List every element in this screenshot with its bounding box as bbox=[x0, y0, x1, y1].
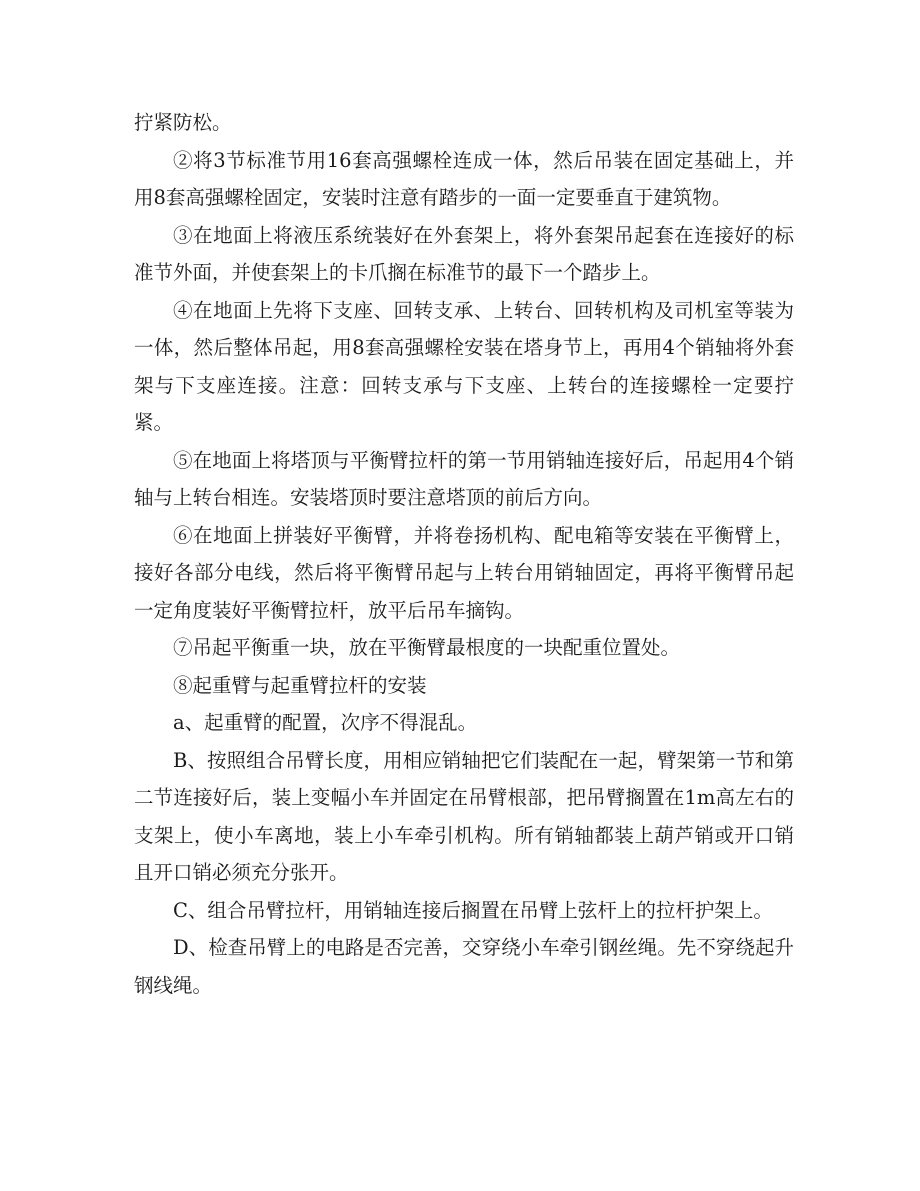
paragraph-continuation: 拧紧防松。 bbox=[134, 111, 232, 134]
paragraph-step-7: ⑦吊起平衡重一块，放在平衡臂最根度的一块配重位置处。 bbox=[173, 636, 681, 659]
paragraph-item-b: B、按照组合吊臂长度，用相应销轴把它们装配在一起，臂架第一节和第二节连接好后，装上变幅小车并固定在吊臂根部，把吊臂搁置在1m高左右的支架上，使小车离地，装上小车牵引机构。所有销轴都装上葫芦销或开口销且开口销必须充分张开。 bbox=[134, 748, 794, 884]
paragraph-item-a: a、起重臂的配置，次序不得混乱。 bbox=[173, 711, 478, 734]
paragraph-step-5: ⑤在地面上将塔顶与平衡臂拉杆的第一节用销轴连接好后，吊起用4个销轴与上转台相连。安装塔顶时要注意塔顶的前后方向。 bbox=[134, 448, 794, 509]
paragraph-item-c: C、组合吊臂拉杆，用销轴连接后搁置在吊臂上弦杆上的拉杆护架上。 bbox=[173, 898, 773, 922]
paragraph-step-8-heading: ⑧起重臂与起重臂拉杆的安装 bbox=[173, 673, 427, 697]
paragraph-item-d: D、检查吊臂上的电路是否完善，交穿绕小车牵引钢丝绳。先不穿绕起升钢线绳。 bbox=[134, 936, 794, 997]
document-body bbox=[134, 104, 794, 1004]
paragraph-step-6: ⑥在地面上拼装好平衡臂，并将卷扬机构、配电箱等安装在平衡臂上，接好各部分电线，然后将平衡臂吊起与上转台用销轴固定，再将平衡臂吊起一定角度装好平衡臂拉杆，放平后吊车摘钩。 bbox=[134, 523, 794, 622]
paragraph-step-2: ②将3节标准节用16套高强螺栓连成一体，然后吊装在固定基础上，并用8套高强螺栓固定，安装时注意有踏步的一面一定要垂直于建筑物。 bbox=[134, 148, 794, 209]
paragraph-step-3: ③在地面上将液压系统装好在外套架上，将外套架吊起套在连接好的标准节外面，并使套架上的卡爪搁在标准节的最下一个踏步上。 bbox=[134, 223, 794, 284]
paragraph-step-4: ④在地面上先将下支座、回转支承、上转台、回转机构及司机室等装为一体，然后整体吊起，用8套高强螺栓安装在塔身节上，再用4个销轴将外套架与下支座连接。注意：回转支承与下支座、上转台的连接螺栓一定要拧紧。 bbox=[134, 298, 794, 434]
